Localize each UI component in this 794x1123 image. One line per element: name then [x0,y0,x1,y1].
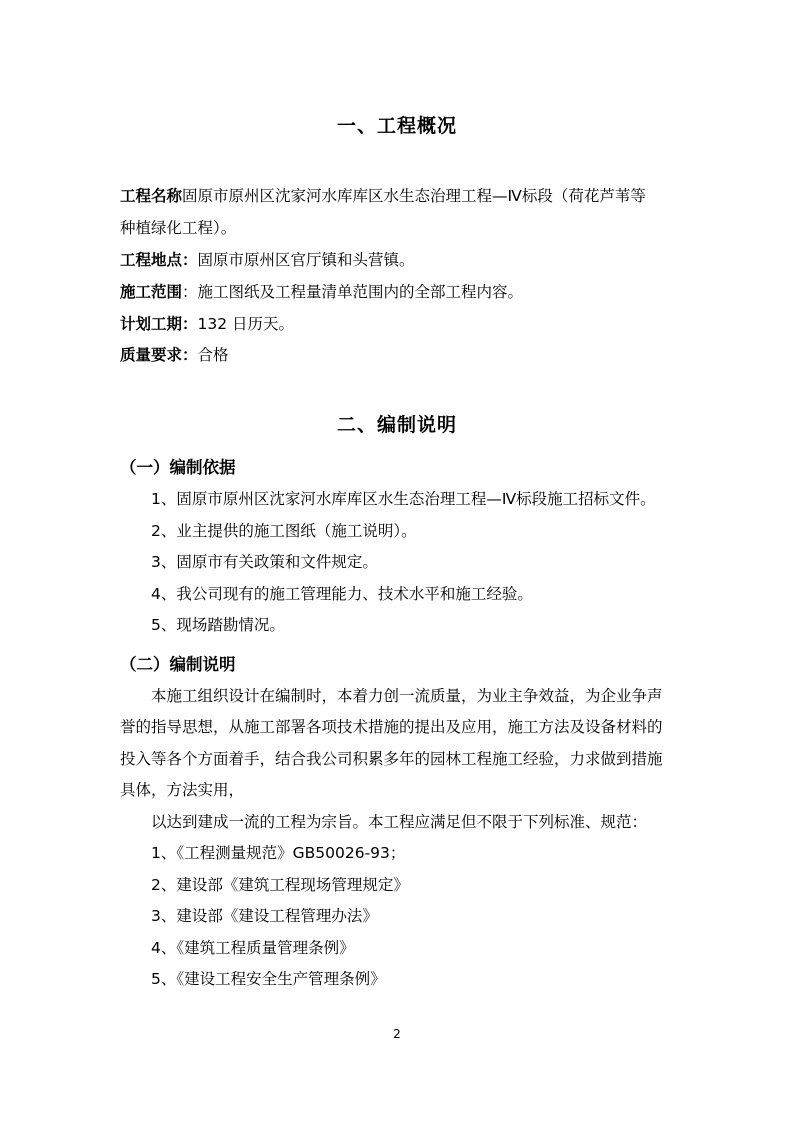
section-title-overview: 一、工程概况 [336,115,457,137]
quality-line [120,344,229,366]
paragraph-line: 誉的指导思想，从施工部署各项技术措施的提出及应用，施工方法及设备材料的 [120,718,663,736]
basis-item: 4、我公司现有的施工管理能力、技术水平和施工经验。 [151,585,533,603]
paragraph-line: 投入等各个方面着手，结合我公司积累多年的园林工程施工经验，力求做到措施 [120,750,663,768]
standard-item: 2、建设部《建筑工程现场管理规定》 [151,876,409,894]
standard-item: 3、建设部《建设工程管理办法》 [151,907,378,925]
duration-line [120,313,294,335]
project-name-value: 固原市原州区沈家河水库库区水生态治理工程—Ⅳ标段（荷花芦苇等 [182,187,646,205]
project-name-label: 工程名称 [120,187,183,205]
project-name-line [120,185,646,207]
basis-item: 1、固原市原州区沈家河水库库区水生态治理工程—Ⅳ标段施工招标文件。 [151,490,656,508]
quality-value: 合格 [197,346,229,364]
basis-subheading: （一）编制依据 [120,458,236,477]
duration-value: 132 日历天。 [197,315,295,333]
project-name-line-2: 种植绿化工程）。 [120,219,237,237]
location-value: 固原市原州区官厅镇和头营镇。 [197,251,415,269]
duration-label: 计划工期： [120,315,198,333]
explanation-subheading: （二）编制说明 [120,655,236,674]
paragraph-line: 本施工组织设计在编制时，本着力创一流质量，为业主争效益，为企业争声 [151,687,663,705]
paragraph-line: 以达到建成一流的工程为宗旨。本工程应满足但不限于下列标准、规范： [151,813,648,831]
basis-item: 3、固原市有关政策和文件规定。 [151,553,378,571]
standard-item: 5、《建设工程安全生产管理条例》 [151,970,386,988]
scope-value: ：施工图纸及工程量清单范围内的全部工程内容。 [182,283,524,301]
section-title-explanation: 二、编制说明 [336,414,457,436]
standard-item: 1、《工程测量规范》GB50026-93； [151,844,406,862]
page-number: 2 [393,1027,401,1041]
scope-line [120,281,523,303]
quality-label: 质量要求： [120,346,198,364]
location-line [120,249,415,271]
paragraph-line: 具体，方法实用， [120,781,245,799]
location-label: 工程地点： [120,251,198,269]
basis-item: 2、业主提供的施工图纸（施工说明）。 [151,522,417,540]
scope-label: 施工范围 [120,283,183,301]
basis-item: 5、现场踏勘情况。 [151,616,285,634]
standard-item: 4、《建筑工程质量管理条例》 [151,939,355,957]
